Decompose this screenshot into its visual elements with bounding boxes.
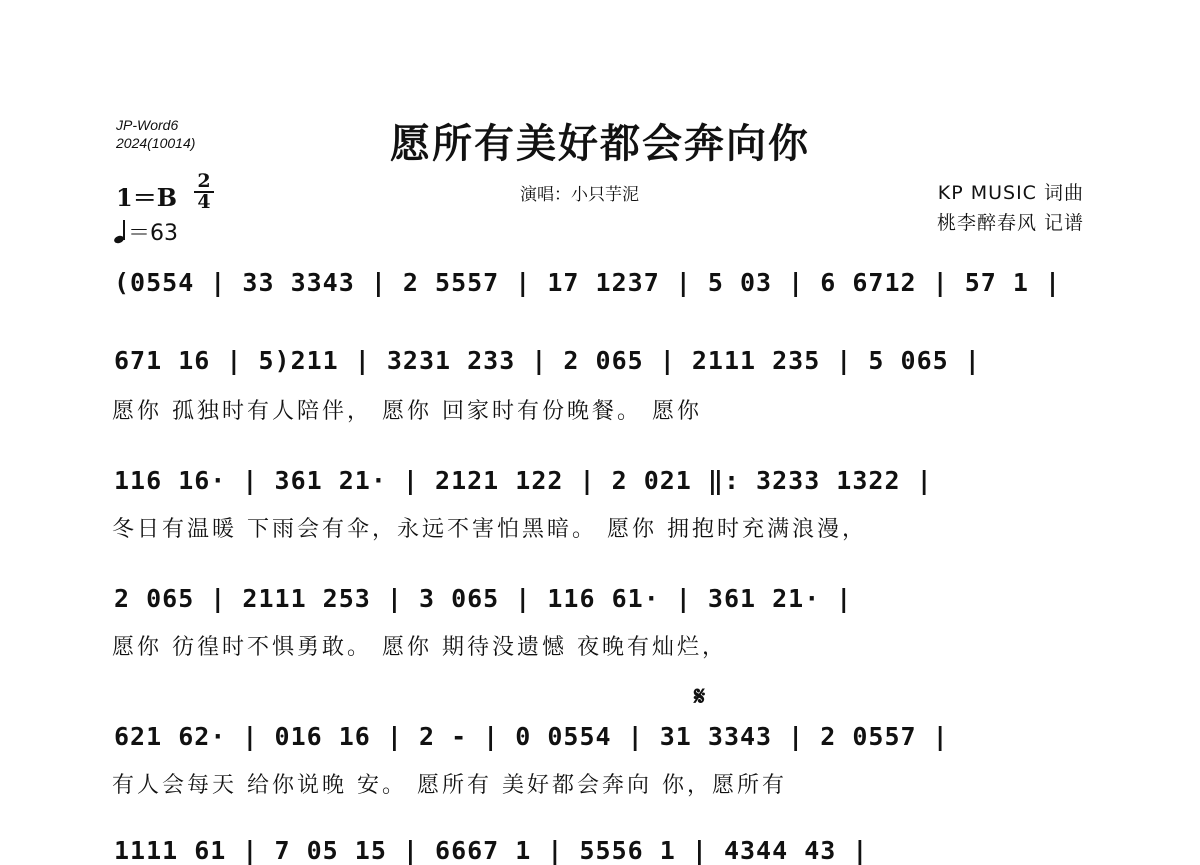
score-line-3: 116 16· | 361 21· | 2121 122 | 2 021 ‖: 3233 1322 |	[114, 466, 933, 495]
score-line-4: 2 065 | 2111 253 | 3 065 | 116 61· | 361 21· |	[114, 584, 853, 613]
software-name: JP-Word6	[116, 117, 179, 133]
tempo-value: ＝63	[128, 221, 178, 246]
song-title: 愿所有美好都会奔向你	[390, 120, 810, 167]
software-version: 2024(10014)	[116, 135, 196, 151]
score-line-5: 621 62· | 016 16 | 2 - | 0 0554 | 31 3343 | 2 0557 |	[114, 722, 949, 751]
credits	[937, 178, 1084, 238]
time-sig-numerator: 2	[197, 170, 211, 192]
score-line-1: (0554 | 33 3343 | 2 5557 | 17 1237 | 5 03 | 6 6712 | 57 1 |	[114, 268, 1062, 297]
tempo-marking	[114, 216, 178, 247]
score-line-6: 1111 61 | 7 05 15 | 6667 1 | 5556 1 | 4344 43 |	[114, 836, 869, 865]
singer-credit: 演唱：小只芋泥	[520, 185, 639, 205]
lyrics-line-4: 愿你 彷徨时不惧勇敢。 愿你 期待没遗憾 夜晚有灿烂，	[112, 635, 727, 660]
lyrics-line-5: 有人会每天 给你说晚 安。 愿所有 美好都会奔向 你，愿所有	[112, 773, 787, 798]
transcriber-credit: 桃李醉春风 记谱	[936, 212, 1084, 234]
lyrics-line-3: 冬日有温暖 下雨会有伞，永远不害怕黑暗。 愿你 拥抱时充满浪漫，	[112, 517, 867, 542]
time-sig-denominator: 4	[197, 191, 211, 213]
time-signature	[192, 172, 216, 212]
score-line-2: 671 16 | 5)211 | 3231 233 | 2 065 | 2111 235 | 5 065 |	[114, 346, 981, 375]
lyrics-line-2: 愿你 孤独时有人陪伴， 愿你 回家时有份晚餐。 愿你	[112, 399, 702, 424]
segno-icon: 𝄋	[694, 682, 706, 712]
composer-credit: KP MUSIC 词曲	[937, 182, 1084, 204]
quarter-note-icon	[114, 220, 128, 244]
key-signature: 1＝B	[116, 183, 177, 212]
